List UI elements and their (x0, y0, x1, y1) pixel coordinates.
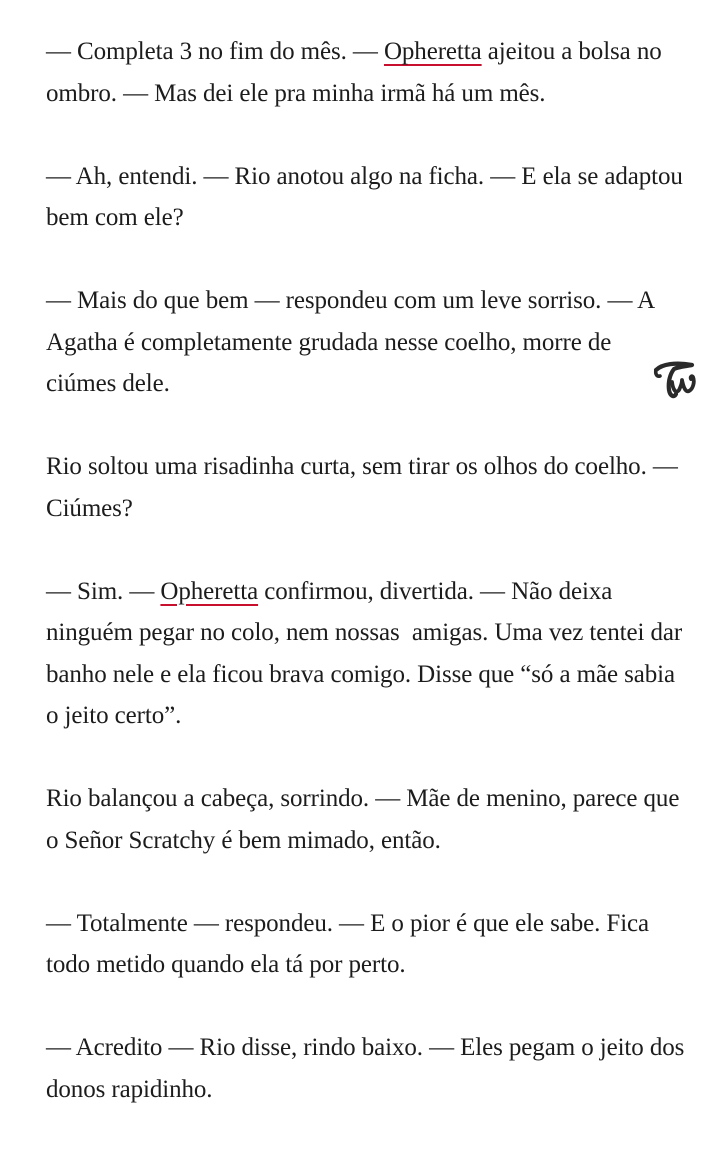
story-paragraph (46, 31, 686, 114)
story-text (46, 31, 691, 1152)
paragraph-text: confirmou, divertida. — Não deixa ninguém pegar no colo, nem nossas amigas. Uma vez tentei dar banho nele e ela ficou brava comigo. Disse que “só a mãe sabia o jeito certo”. (46, 577, 689, 729)
story-paragraph (46, 571, 689, 737)
story-paragraph (46, 778, 686, 861)
paragraph-text: — Acredito — Rio disse, rindo baixo. — Eles pegam o jeito dos donos rapidinho. (46, 1034, 691, 1103)
paragraph-text: — Sim. — (46, 577, 161, 605)
paragraph-text: ajeitou a bolsa no ombro. — Mas dei ele pra minha irmã há um mês. (46, 38, 668, 107)
paragraph-text: — Mais do que bem — respondeu com um leve sorriso. — A Agatha é completamente grudada nesse coelho, morre de ciúmes dele. (46, 287, 659, 397)
story-paragraph (46, 1027, 691, 1110)
paragraph-text: — Completa 3 no fim do mês. — (46, 38, 384, 65)
story-paragraph (46, 156, 689, 239)
story-paragraph (46, 903, 686, 986)
paragraph-text: — Ah, entendi. — Rio anotou algo na ficha. — E ela se adaptou bem com ele? (46, 162, 689, 231)
story-paragraph (46, 280, 686, 405)
story-paragraph (46, 446, 686, 529)
twice-logo-icon (652, 360, 698, 402)
paragraph-text: Rio balançou a cabeça, sorrindo. — Mãe de menino, parece que o Señor Scratchy é bem mimado, então. (46, 785, 686, 854)
paragraph-text: — Totalmente — respondeu. — E o pior é que ele sabe. Fica todo metido quando ela tá por perto. (46, 909, 656, 978)
paragraph-text: Rio soltou uma risadinha curta, sem tirar os olhos do coelho. — Ciúmes? (46, 453, 684, 522)
misspelled-word: Opheretta (383, 38, 482, 65)
misspelled-word: Opheretta (160, 577, 259, 605)
